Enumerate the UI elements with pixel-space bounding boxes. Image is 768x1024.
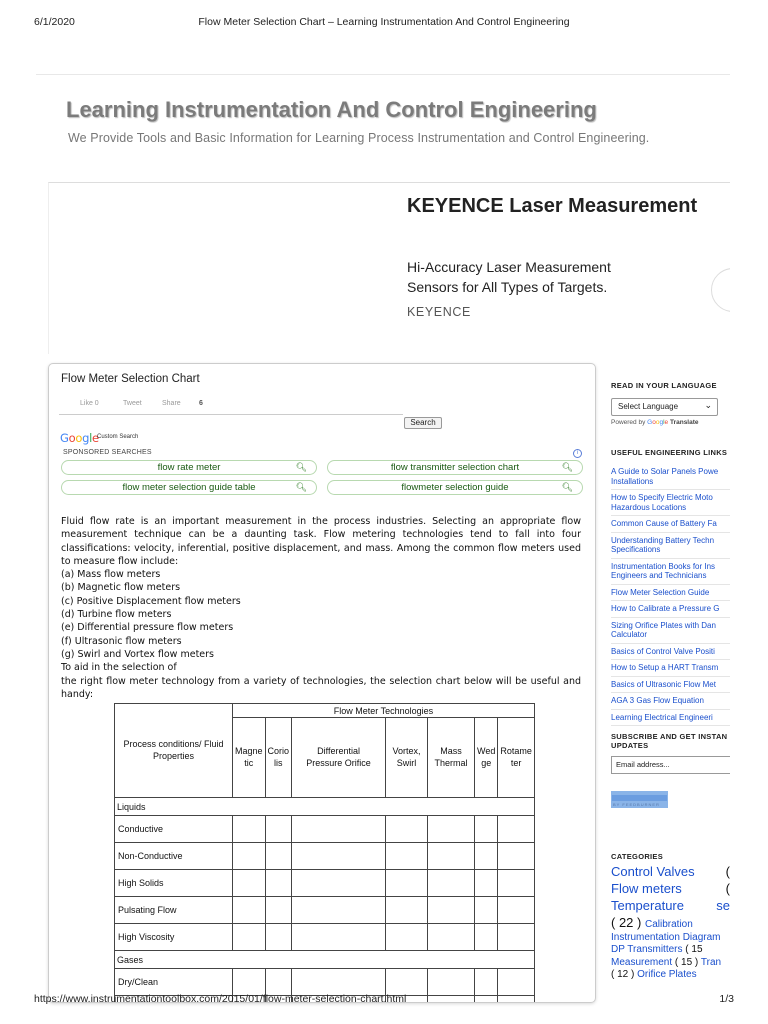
technology-column-header bbox=[498, 718, 535, 798]
ad-title[interactable]: KEYENCE Laser Measurement bbox=[407, 195, 698, 217]
category-link[interactable]: Instrumentation Diagram bbox=[611, 931, 721, 943]
info-icon[interactable]: i bbox=[573, 449, 582, 458]
table-cell bbox=[292, 897, 386, 924]
table-cell bbox=[233, 816, 266, 843]
engineering-link[interactable] bbox=[611, 516, 730, 533]
engineering-link-line: Instrumentation Books for Ins bbox=[611, 561, 716, 571]
subscribe-heading-2: UPDATES bbox=[611, 741, 649, 750]
column-header-line: ge bbox=[481, 757, 492, 768]
column-header-line: Corio bbox=[267, 746, 290, 756]
sponsored-link[interactable] bbox=[61, 480, 317, 495]
column-header-line: Differential bbox=[317, 746, 360, 756]
search-button[interactable]: Search bbox=[404, 417, 442, 429]
engineering-link-line: Basics of Ultrasonic Flow Met bbox=[611, 679, 716, 689]
table-cell bbox=[386, 924, 428, 951]
column-header-line: ter bbox=[510, 757, 522, 768]
category-link[interactable]: Tran bbox=[700, 956, 722, 968]
feedburner-label: BY FEEDBURNER bbox=[613, 802, 660, 807]
table-cell bbox=[233, 843, 266, 870]
table-section-header: Liquids bbox=[115, 798, 535, 816]
engineering-link[interactable] bbox=[611, 677, 730, 694]
language-heading: READ IN YOUR LANGUAGE bbox=[611, 381, 717, 390]
list-item: (b) Magnetic flow meters bbox=[61, 582, 181, 594]
share-count: 6 bbox=[199, 400, 203, 407]
table-cell bbox=[265, 969, 292, 996]
engineering-link[interactable] bbox=[611, 660, 730, 677]
links-heading: USEFUL ENGINEERING LINKS bbox=[611, 448, 728, 457]
table-cell bbox=[428, 843, 475, 870]
engineering-link-line: Common Cause of Battery Fa bbox=[611, 519, 717, 528]
print-page-title: Flow Meter Selection Chart – Learning Instrumentation And Control Engineering bbox=[198, 16, 570, 28]
list-item: (d) Turbine flow meters bbox=[61, 609, 172, 621]
table-cell bbox=[292, 870, 386, 897]
engineering-link[interactable] bbox=[611, 693, 730, 710]
column-header-line: Magne bbox=[235, 746, 263, 756]
engineering-link[interactable] bbox=[611, 464, 730, 490]
table-cell bbox=[386, 870, 428, 897]
table-cell bbox=[475, 816, 498, 843]
column-header-line: tic bbox=[244, 757, 254, 768]
table-cell bbox=[498, 897, 535, 924]
table-row-label: Dry/Clean bbox=[115, 969, 233, 996]
table-cell bbox=[475, 897, 498, 924]
list-item: (e) Differential pressure flow meters bbox=[61, 622, 234, 634]
category-link[interactable]: Control Valves bbox=[611, 864, 695, 879]
table-cell bbox=[233, 870, 266, 897]
technology-column-header bbox=[428, 718, 475, 798]
advertisement[interactable] bbox=[48, 182, 730, 354]
feedburner-badge[interactable] bbox=[611, 791, 668, 808]
sponsored-link[interactable] bbox=[61, 460, 317, 475]
share-button[interactable]: Share bbox=[162, 400, 181, 407]
table-cell bbox=[428, 816, 475, 843]
table-cell bbox=[386, 897, 428, 924]
table-cell bbox=[428, 897, 475, 924]
post-body bbox=[61, 515, 581, 701]
list-item: (f) Ultrasonic flow meters bbox=[61, 635, 182, 647]
engineering-links-list bbox=[611, 464, 730, 726]
engineering-link[interactable] bbox=[611, 490, 730, 516]
table-row bbox=[115, 870, 535, 897]
table-row-label: High Viscosity bbox=[115, 924, 233, 951]
categories-cloud: Control Valves ( Flow meters ( Temperature se ( 22 ) Calibration Instrumentation Diagram DP Transmitters ( 15 Measurement ( 15 ) Tran ( 12 ) Orifice Plates bbox=[611, 864, 730, 980]
engineering-link[interactable] bbox=[611, 533, 730, 559]
table-cell bbox=[292, 816, 386, 843]
technologies-header: Flow Meter Technologies bbox=[233, 704, 535, 718]
technology-column-header bbox=[233, 718, 266, 798]
table-row-label: High Solids bbox=[115, 870, 233, 897]
google-mini-logo: Google bbox=[647, 419, 669, 426]
engineering-link-line: Specifications bbox=[611, 545, 661, 554]
column-header-line: Wed bbox=[477, 746, 496, 756]
category-link[interactable]: Orifice Plates bbox=[637, 969, 697, 980]
table-cell bbox=[498, 969, 535, 996]
tweet-button[interactable]: Tweet bbox=[123, 400, 142, 407]
list-item: (c) Positive Displacement flow meters bbox=[61, 595, 241, 607]
engineering-link-line: Basics of Control Valve Positi bbox=[611, 646, 715, 656]
category-count: ( bbox=[725, 881, 730, 896]
column-header-line: Rotame bbox=[500, 746, 532, 756]
sponsored-link-label: flowmeter selection guide bbox=[401, 482, 509, 493]
table-cell bbox=[498, 924, 535, 951]
flow-meter-selection-table bbox=[114, 703, 535, 1003]
table-row bbox=[115, 897, 535, 924]
category-count: ( bbox=[725, 864, 730, 879]
flow-meter-list bbox=[61, 568, 581, 661]
engineering-link-line: How to Specify Electric Moto bbox=[611, 493, 713, 502]
powered-by-google-translate[interactable] bbox=[611, 419, 699, 426]
header-divider bbox=[36, 74, 730, 75]
like-button[interactable]: Like 0 bbox=[80, 400, 99, 407]
feedburner-bar bbox=[612, 795, 667, 801]
column-header-line: Vortex, bbox=[392, 746, 421, 756]
aid-line-1: To aid in the selection of bbox=[61, 662, 177, 674]
column-header-line: Swirl bbox=[396, 757, 417, 768]
category-link[interactable]: Calibration bbox=[644, 919, 693, 930]
print-header bbox=[34, 16, 734, 30]
table-row bbox=[115, 816, 535, 843]
category-link[interactable]: Measurement bbox=[611, 956, 673, 968]
engineering-link-line: Flow Meter Selection Guide bbox=[611, 587, 710, 597]
table-row-label: Pulsating Flow bbox=[115, 897, 233, 924]
table-cell bbox=[498, 816, 535, 843]
table-cell bbox=[498, 870, 535, 897]
table-row bbox=[115, 969, 535, 996]
category-link[interactable]: Flow meters bbox=[611, 881, 682, 896]
table-cell bbox=[428, 870, 475, 897]
table-cell bbox=[386, 843, 428, 870]
table-cell bbox=[233, 969, 266, 996]
sponsored-link[interactable] bbox=[327, 480, 583, 495]
engineering-link-line: Engineers and Technicians bbox=[611, 571, 707, 580]
email-field[interactable]: Email address... bbox=[611, 756, 730, 774]
aid-line-2: the right flow meter technology from a variety of technologies, the selection chart below will be useful and handy: bbox=[61, 675, 581, 700]
language-select-value: Select Language bbox=[618, 402, 679, 411]
sponsored-label: SPONSORED SEARCHES bbox=[63, 449, 152, 456]
sponsored-link-label: flow rate meter bbox=[157, 462, 221, 473]
table-cell bbox=[292, 969, 386, 996]
print-date: 6/1/2020 bbox=[34, 16, 75, 28]
column-header-line: Pressure Orifice bbox=[306, 757, 371, 768]
engineering-link-line: How to Setup a HART Transm bbox=[611, 663, 719, 672]
table-row-label: Non-Conductive bbox=[115, 843, 233, 870]
table-cell bbox=[265, 897, 292, 924]
post-container bbox=[48, 363, 596, 1003]
print-url: https://www.instrumentationtoolbox.com/2015/01/flow-meter-selection-chart.html bbox=[34, 993, 407, 1005]
table-cell bbox=[475, 870, 498, 897]
site-description: We Provide Tools and Basic Information for Learning Process Instrumentation and Control Engineering. bbox=[68, 131, 650, 145]
table-cell bbox=[292, 843, 386, 870]
category-count: 12 bbox=[617, 969, 629, 980]
table-cell bbox=[475, 969, 498, 996]
category-count: 15 bbox=[691, 944, 703, 955]
table-cell bbox=[386, 969, 428, 996]
table-row bbox=[115, 924, 535, 951]
search-input[interactable] bbox=[59, 414, 403, 415]
search-icon: 🔍︎ bbox=[561, 462, 573, 472]
engineering-link-line: Understanding Battery Techn bbox=[611, 535, 715, 545]
engineering-link-line: Learning Electrical Engineeri bbox=[611, 712, 713, 722]
engineering-link[interactable] bbox=[611, 710, 730, 727]
print-page-number: 1/3 bbox=[719, 993, 734, 1005]
subscribe-heading-1: SUBSCRIBE AND GET INSTAN bbox=[611, 732, 728, 741]
table-section-header: Gases bbox=[115, 951, 535, 969]
engineering-link-line: Installations bbox=[611, 476, 654, 486]
category-link[interactable]: DP Transmitters bbox=[611, 944, 683, 955]
table-row bbox=[115, 843, 535, 870]
technology-column-header bbox=[386, 718, 428, 798]
categories-heading: CATEGORIES bbox=[611, 852, 664, 861]
ad-line-2: Sensors for All Types of Targets. bbox=[407, 279, 608, 295]
category-count: 15 bbox=[681, 956, 693, 968]
category-count: 22 bbox=[618, 915, 634, 930]
column-header-line: lis bbox=[274, 757, 283, 768]
engineering-link-line: AGA 3 Gas Flow Equation bbox=[611, 696, 704, 705]
print-footer bbox=[34, 993, 734, 1007]
ad-arrow-button[interactable] bbox=[711, 268, 730, 312]
search-icon: 🔍︎ bbox=[295, 482, 307, 492]
table-cell bbox=[428, 969, 475, 996]
category-link[interactable]: se bbox=[716, 898, 730, 913]
custom-search-label: Custom Search bbox=[97, 434, 139, 440]
table-row-label: Conductive bbox=[115, 816, 233, 843]
table-cell bbox=[475, 924, 498, 951]
technology-column-header bbox=[265, 718, 292, 798]
engineering-link[interactable] bbox=[611, 618, 730, 644]
engineering-link-line: How to Calibrate a Pressure G bbox=[611, 604, 720, 613]
table-cell bbox=[292, 924, 386, 951]
technology-column-header bbox=[475, 718, 498, 798]
search-icon: 🔍︎ bbox=[561, 482, 573, 492]
google-logo: Google bbox=[60, 431, 99, 445]
table-cell bbox=[265, 843, 292, 870]
engineering-link[interactable] bbox=[611, 559, 730, 585]
table-cell bbox=[265, 870, 292, 897]
site-title[interactable]: Learning Instrumentation And Control Engineering bbox=[66, 97, 597, 122]
column-header-line: Thermal bbox=[434, 757, 468, 768]
table-cell bbox=[265, 924, 292, 951]
list-item: (g) Swirl and Vortex flow meters bbox=[61, 648, 214, 660]
engineering-link[interactable] bbox=[611, 644, 730, 661]
table-cell bbox=[498, 843, 535, 870]
translate-label: Translate bbox=[669, 419, 699, 426]
language-select[interactable] bbox=[611, 398, 718, 416]
table-cell bbox=[428, 924, 475, 951]
technology-column-header bbox=[292, 718, 386, 798]
powered-by-label: Powered by bbox=[611, 419, 646, 426]
sponsored-link-label: flow transmitter selection chart bbox=[390, 462, 520, 473]
intro-paragraph: Fluid flow rate is an important measurement in the process industries. Selecting an appropriate flow measurement technique can be a daunting task. Flow metering technologies tend to fall into four classifications: velocity, inferential, positive displacement, and mass. Among the common flow meters used to measure flow include: bbox=[61, 516, 581, 567]
table-cell bbox=[386, 816, 428, 843]
chevron-down-icon: ⌄ bbox=[704, 400, 712, 410]
process-conditions-header: Process conditions/ Fluid Properties bbox=[115, 704, 233, 798]
column-header-line: Mass bbox=[440, 746, 462, 756]
table-cell bbox=[265, 816, 292, 843]
ad-brand: KEYENCE bbox=[407, 305, 471, 319]
search-icon: 🔍︎ bbox=[295, 462, 307, 472]
table-cell bbox=[475, 843, 498, 870]
engineering-link[interactable] bbox=[611, 601, 730, 618]
post-title: Flow Meter Selection Chart bbox=[61, 373, 200, 385]
engineering-link-line: Calculator bbox=[611, 630, 648, 639]
sponsored-link-label: flow meter selection guide table bbox=[122, 482, 256, 493]
table-cell bbox=[233, 897, 266, 924]
category-link[interactable]: Temperature bbox=[611, 898, 684, 913]
engineering-link-line: Sizing Orifice Plates with Dan bbox=[611, 620, 716, 630]
list-item: (a) Mass flow meters bbox=[61, 569, 161, 581]
sponsored-link[interactable] bbox=[327, 460, 583, 475]
engineering-link-line: Hazardous Locations bbox=[611, 502, 687, 512]
ad-line-1: Hi-Accuracy Laser Measurement bbox=[407, 259, 611, 275]
table-cell bbox=[233, 924, 266, 951]
engineering-link[interactable] bbox=[611, 585, 730, 602]
engineering-link-line: A Guide to Solar Panels Powe bbox=[611, 467, 719, 476]
